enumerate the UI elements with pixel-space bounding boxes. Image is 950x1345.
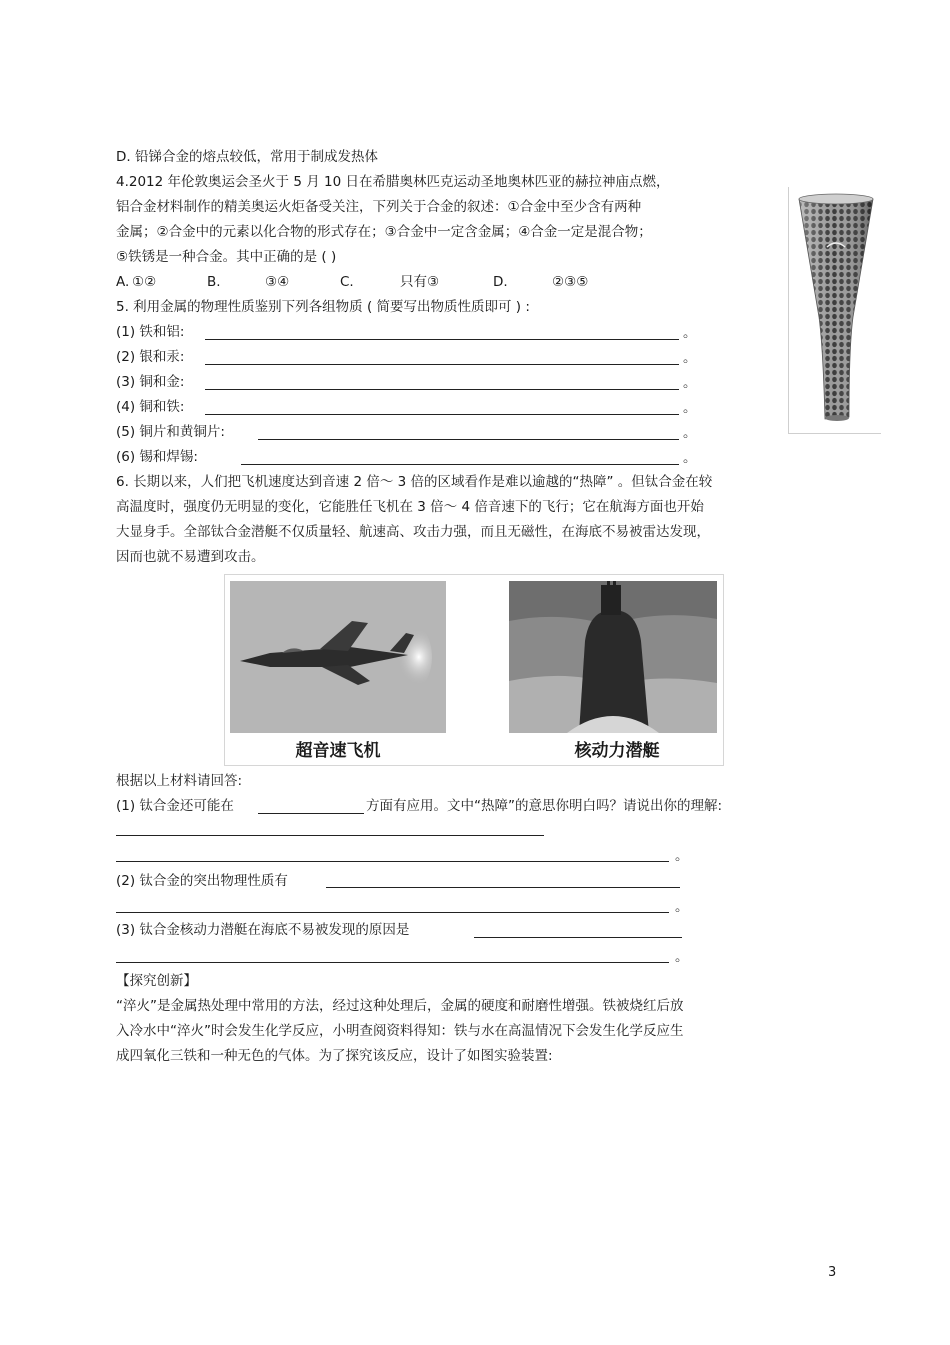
q4-line-3: 金属；②合金中的元素以化合物的形式存在；③合金中一定含金属；④合金一定是混合物； bbox=[116, 224, 652, 240]
q4-option-b-letter: B. bbox=[207, 274, 221, 290]
q5-item-end: 。 bbox=[683, 450, 697, 466]
explore-line-1: “淬火”是金属热处理中常用的方法，经过这种处理后，金属的硬度和耐磨性增强。铁被烧红后放 bbox=[116, 998, 684, 1014]
q5-item-end: 。 bbox=[683, 350, 697, 366]
q6-line-1: 6. 长期以来，人们把飞机速度达到音速 2 倍～ 3 倍的区域看作是难以逾越的“热障” 。但钛合金在较 bbox=[116, 474, 713, 490]
caption-supersonic-jet: 超音速飞机 bbox=[295, 741, 381, 761]
q6-line-2: 高温度时，强度仍无明显的变化，它能胜任飞机在 3 倍～ 4 倍音速下的飞行；它在航海方面也开始 bbox=[116, 499, 704, 515]
q4-line-2: 铝合金材料制作的精美奥运火炬备受关注，下列关于合金的叙述：①合金中至少含有两种 bbox=[116, 199, 642, 215]
explore-line-2: 入冷水中“淬火”时会发生化学反应，小明查阅资料得知：铁与水在高温情况下会发生化学反应生 bbox=[116, 1023, 684, 1039]
page-number: 3 bbox=[828, 1265, 837, 1280]
option-d-text: D. 铅锑合金的熔点较低，常用于制成发热体 bbox=[116, 149, 378, 165]
torch-image bbox=[788, 187, 881, 434]
answer-blank[interactable] bbox=[205, 389, 679, 390]
answer-blank[interactable] bbox=[116, 962, 669, 963]
caption-nuclear-submarine: 核动力潜艇 bbox=[574, 741, 660, 761]
answer-blank[interactable] bbox=[258, 439, 679, 440]
answer-blank[interactable] bbox=[116, 912, 669, 913]
answer-blank[interactable] bbox=[205, 339, 679, 340]
supersonic-jet-photo bbox=[230, 581, 446, 733]
answer-blank[interactable] bbox=[474, 937, 682, 938]
explore-heading: 【探究创新】 bbox=[116, 973, 197, 989]
q4-option-a-text: ①② bbox=[132, 274, 157, 290]
explore-line-3: 成四氧化三铁和一种无色的气体。为了探究该反应，设计了如图实验装置: bbox=[116, 1048, 553, 1064]
answer-blank[interactable] bbox=[116, 835, 544, 836]
q4-option-d-text: ②③⑤ bbox=[552, 274, 589, 290]
answer-blank[interactable] bbox=[258, 813, 364, 814]
q6-sub1-text-a: (1) 钛合金还可能在 bbox=[116, 798, 234, 814]
q5-item-label: (1) 铁和铝: bbox=[116, 324, 185, 340]
answer-blank[interactable] bbox=[205, 414, 679, 415]
q5-item-label: (2) 银和汞: bbox=[116, 349, 185, 365]
figure-jet-submarine bbox=[224, 574, 724, 766]
q4-option-c-letter: C. bbox=[340, 274, 354, 290]
q5-item-label: (5) 铜片和黄铜片: bbox=[116, 424, 225, 440]
q6-line-3: 大显身手。全部钛合金潜艇不仅质量轻、航速高、攻击力强，而且无磁性，在海底不易被雷达发现， bbox=[116, 524, 710, 540]
q5-item-label: (3) 铜和金: bbox=[116, 374, 185, 390]
q5-item-end: 。 bbox=[683, 425, 697, 441]
q6-answer-intro: 根据以上材料请回答: bbox=[116, 773, 243, 789]
answer-blank[interactable] bbox=[116, 861, 669, 862]
q4-option-d-letter: D. bbox=[493, 274, 508, 290]
q5-item-end: 。 bbox=[683, 375, 697, 391]
answer-blank[interactable] bbox=[205, 364, 679, 365]
q4-option-a-letter: A. bbox=[116, 274, 130, 290]
answer-blank[interactable] bbox=[241, 464, 679, 465]
q6-sub2-end: 。 bbox=[675, 899, 689, 915]
q4-option-c-text: 只有③ bbox=[400, 274, 440, 290]
q4-line-4: ⑤铁锈是一种合金。其中正确的是 ( ) bbox=[116, 249, 337, 265]
nuclear-submarine-photo bbox=[509, 581, 725, 733]
q5-stem: 5. 利用金属的物理性质鉴别下列各组物质 ( 简要写出物质性质即可 ) : bbox=[116, 299, 530, 315]
q6-sub2-text: (2) 钛合金的突出物理性质有 bbox=[116, 873, 288, 889]
answer-blank[interactable] bbox=[326, 887, 680, 888]
q5-item-end: 。 bbox=[683, 325, 697, 341]
q6-sub1-end: 。 bbox=[675, 848, 689, 864]
q5-item-label: (4) 铜和铁: bbox=[116, 399, 185, 415]
q6-line-4: 因而也就不易遭到攻击。 bbox=[116, 549, 265, 565]
q6-sub3-text: (3) 钛合金核动力潜艇在海底不易被发现的原因是 bbox=[116, 922, 410, 938]
q6-sub1-text-b: 方面有应用。文中“热障”的意思你明白吗？请说出你的理解: bbox=[366, 798, 723, 814]
q5-item-label: (6) 锡和焊锡: bbox=[116, 449, 198, 465]
q5-item-end: 。 bbox=[683, 400, 697, 416]
q4-line-1: 4.2012 年伦敦奥运会圣火于 5 月 10 日在希腊奥林匹克运动圣地奥林匹亚的赫拉神庙点燃， bbox=[116, 174, 670, 190]
q6-sub3-end: 。 bbox=[675, 949, 689, 965]
q4-option-b-text: ③④ bbox=[265, 274, 290, 290]
